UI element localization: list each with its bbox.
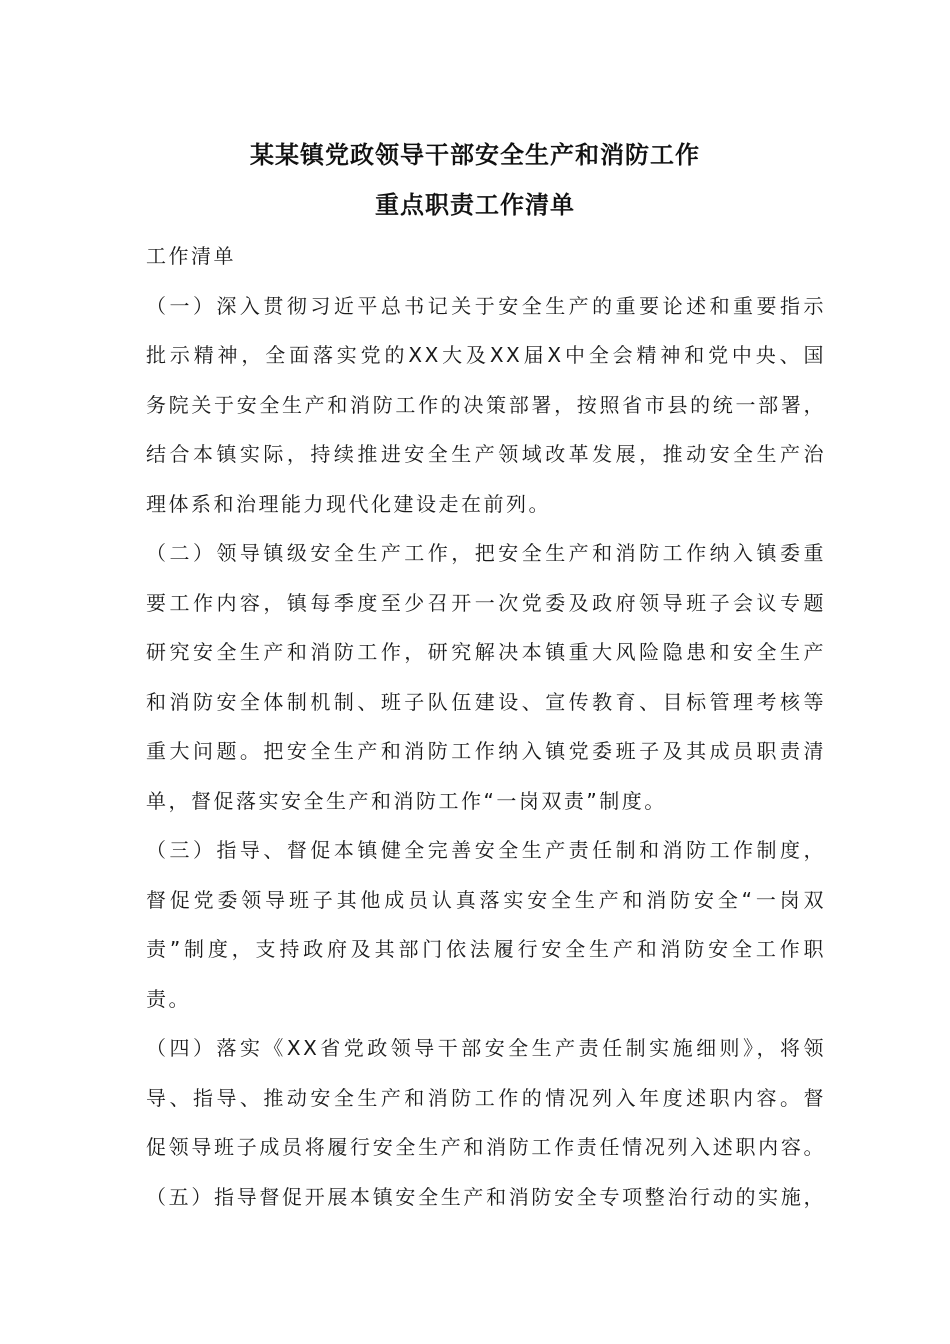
paragraph-line: （三）指导、督促本镇健全完善安全生产责任制和消防工作制度，	[146, 838, 826, 862]
paragraph-line: 研究安全生产和消防工作，研究解决本镇重大风险隐患和安全生产	[146, 640, 826, 664]
paragraph-line: 重大问题。把安全生产和消防工作纳入镇党委班子及其成员职责清	[146, 739, 826, 763]
paragraph-line: （二）领导镇级安全生产工作，把安全生产和消防工作纳入镇委重	[146, 541, 826, 565]
document-title-line-1: 某某镇党政领导干部安全生产和消防工作	[250, 140, 700, 169]
document-body	[146, 232, 826, 1222]
paragraph-line: 要工作内容，镇每季度至少召开一次党委及政府领导班子会议专题	[146, 590, 826, 615]
paragraph-line: 结合本镇实际，持续推进安全生产领域改革发展，推动安全生产治	[146, 442, 826, 466]
paragraph-line: 责。	[146, 986, 191, 1011]
section-heading: 工作清单	[146, 244, 236, 268]
paragraph-line: （四）落实《XX省党政领导干部安全生产责任制实施细则》，将领	[146, 1036, 826, 1060]
paragraph-line: 务院关于安全生产和消防工作的决策部署，按照省市县的统一部署，	[146, 392, 826, 417]
paragraph-line: 责”制度，支持政府及其部门依法履行安全生产和消防安全工作职	[146, 937, 826, 961]
paragraph-line: 导、指导、推动安全生产和消防工作的情况列入年度述职内容。督	[146, 1085, 826, 1110]
paragraph-line: 促领导班子成员将履行安全生产和消防工作责任情况列入述职内容。	[146, 1135, 826, 1159]
paragraph-line: 理体系和治理能力现代化建设走在前列。	[146, 491, 551, 516]
paragraph-line: 单，督促落实安全生产和消防工作“一岗双责”制度。	[146, 788, 667, 813]
document-title-line-2: 重点职责工作清单	[375, 190, 575, 219]
paragraph-line: 督促党委领导班子其他成员认真落实安全生产和消防安全“一岗双	[146, 887, 826, 912]
paragraph-line: 和消防安全体制机制、班子队伍建设、宣传教育、目标管理考核等	[146, 689, 826, 714]
paragraph-line: 批示精神，全面落实党的XX大及XX届X中全会精神和党中央、国	[146, 343, 826, 367]
paragraph-line: （五）指导督促开展本镇安全生产和消防安全专项整治行动的实施，	[146, 1184, 826, 1209]
paragraph-line: （一）深入贯彻习近平总书记关于安全生产的重要论述和重要指示	[146, 293, 826, 318]
